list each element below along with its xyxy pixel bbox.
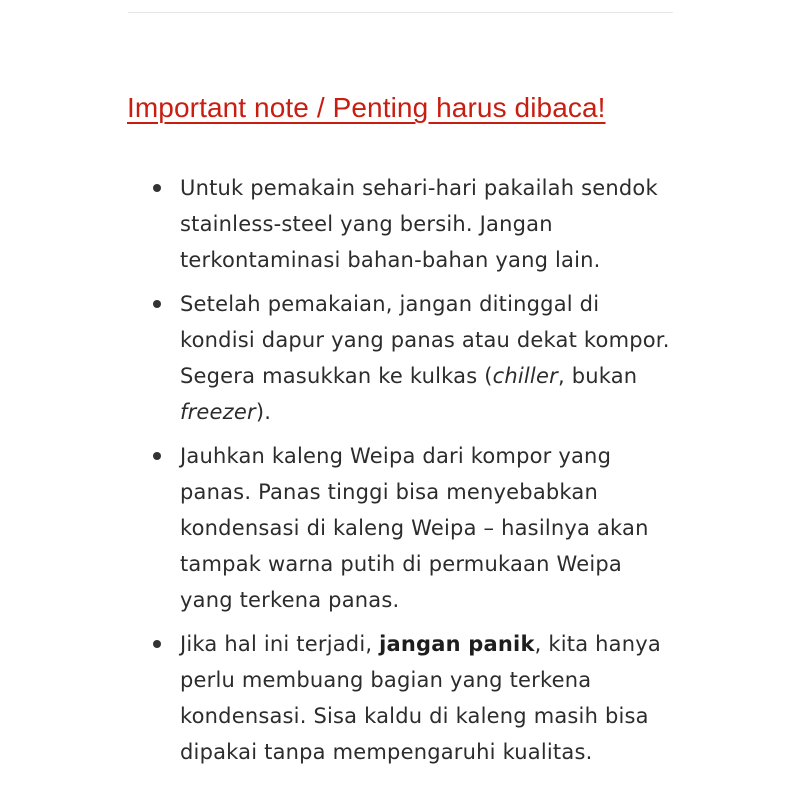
note-text: Untuk pemakain sehari-hari pakailah sendok stainless-steel yang bersih. Jangan terkontaminasi bahan-bahan yang lain. [180,176,658,272]
note-heading: Important note / Penting harus dibaca! [127,92,606,123]
bullet-icon [153,184,161,192]
note-text: Jauhkan kaleng Weipa dari kompor yang panas. Panas tinggi bisa menyebabkan kondensasi di kaleng Weipa – hasilnya akan tampak warna putih di permukaan Weipa yang terkena panas. [180,444,649,612]
note-emphasis: chiller [492,364,558,388]
list-item [180,438,680,618]
note-text: , kita hanya perlu membuang bagian yang terkena kondensasi. Sisa kaldu di kaleng masih bisa dipakai tanpa mempengaruhi kualitas. [180,632,661,764]
bullet-icon [153,300,161,308]
bullet-icon [153,452,161,460]
list-item [180,626,680,770]
note-strong-text: jangan panik [379,632,535,656]
list-item [180,286,680,430]
list-item [180,170,680,278]
note-text: Setelah pemakaian, jangan ditinggal di kondisi dapur yang panas atau dekat kompor. Segera masukkan ke kulkas ( [180,292,670,388]
bullet-icon [153,640,161,648]
top-divider [128,12,673,13]
note-list [180,170,680,778]
note-text: ). [255,400,272,424]
note-text: Jika hal ini terjadi, [180,632,380,656]
note-emphasis: freezer [180,400,256,424]
note-text: , bukan [557,364,638,388]
